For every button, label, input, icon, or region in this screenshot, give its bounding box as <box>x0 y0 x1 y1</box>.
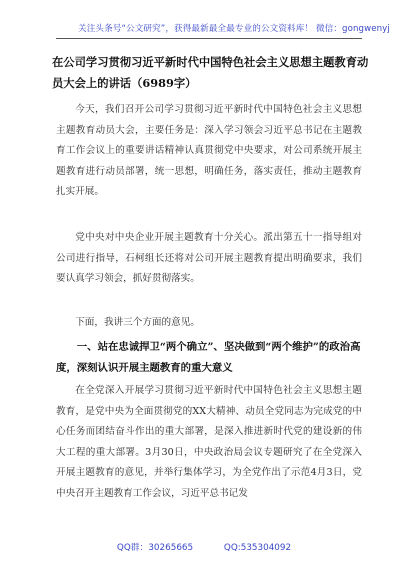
body-paragraph-3: 下面，我讲三个方面的意见。 <box>75 317 200 328</box>
footer-qq-number: QQ:535304092 <box>223 543 292 553</box>
section-heading-1: 一、站在忠诚捍卫“两个确立”、坚决做到“两个维护”的政治高度，深刻认识开展主题教育的重大意义 <box>56 341 361 374</box>
document-title: 在公司学习贯彻习近平新时代中国特色社会主义思想主题教育动员大会上的讲话（6989字） <box>52 55 369 90</box>
footer-contact <box>0 540 408 553</box>
body-paragraph-2: 党中央对中央企业开展主题教育十分关心。派出第五十一指导组对公司进行指导，石柯组长还将对公司开展主题教育提出明确要求，我们要认真学习领会，抓好贯彻落实。 <box>56 232 362 285</box>
header-divider <box>56 38 362 39</box>
section-paragraph-1: 在全党深入开展学习贯彻习近平新时代中国特色社会主义思想主题教育，是党中央为全面贯彻党的XX大精神、动员全党同志为完成党的中心任务而团结奋斗作出的重大部署，是深入推进新时代党的建设新的伟大工程的重大部署。3月30日，中央政治局会议专题研究了在全党深入开展主题教育的意见，并举行集体学习，为全党作出了示范4月3日，党中央召开主题教育工作会议，习近平总书记发 <box>56 385 362 499</box>
footer-qq-group: QQ群：30265665 <box>116 543 194 553</box>
header-banner: 关注头条号“公文研究”，获得最新最全最专业的公文资料库！ 微信：gongwenyj <box>78 24 390 34</box>
body-paragraph-1: 今天，我们召开公司学习贯彻习近平新时代中国特色社会主义思想主题教育动员大会，主要任务是：深入学习领会习近平总书记在主题教育工作会议上的重要讲话精神认真贯彻党中央要求，对公司系统开展主题教育进行动员部署，统一思想，明确任务，落实责任，推动主题教育扎实开展。 <box>56 104 362 198</box>
